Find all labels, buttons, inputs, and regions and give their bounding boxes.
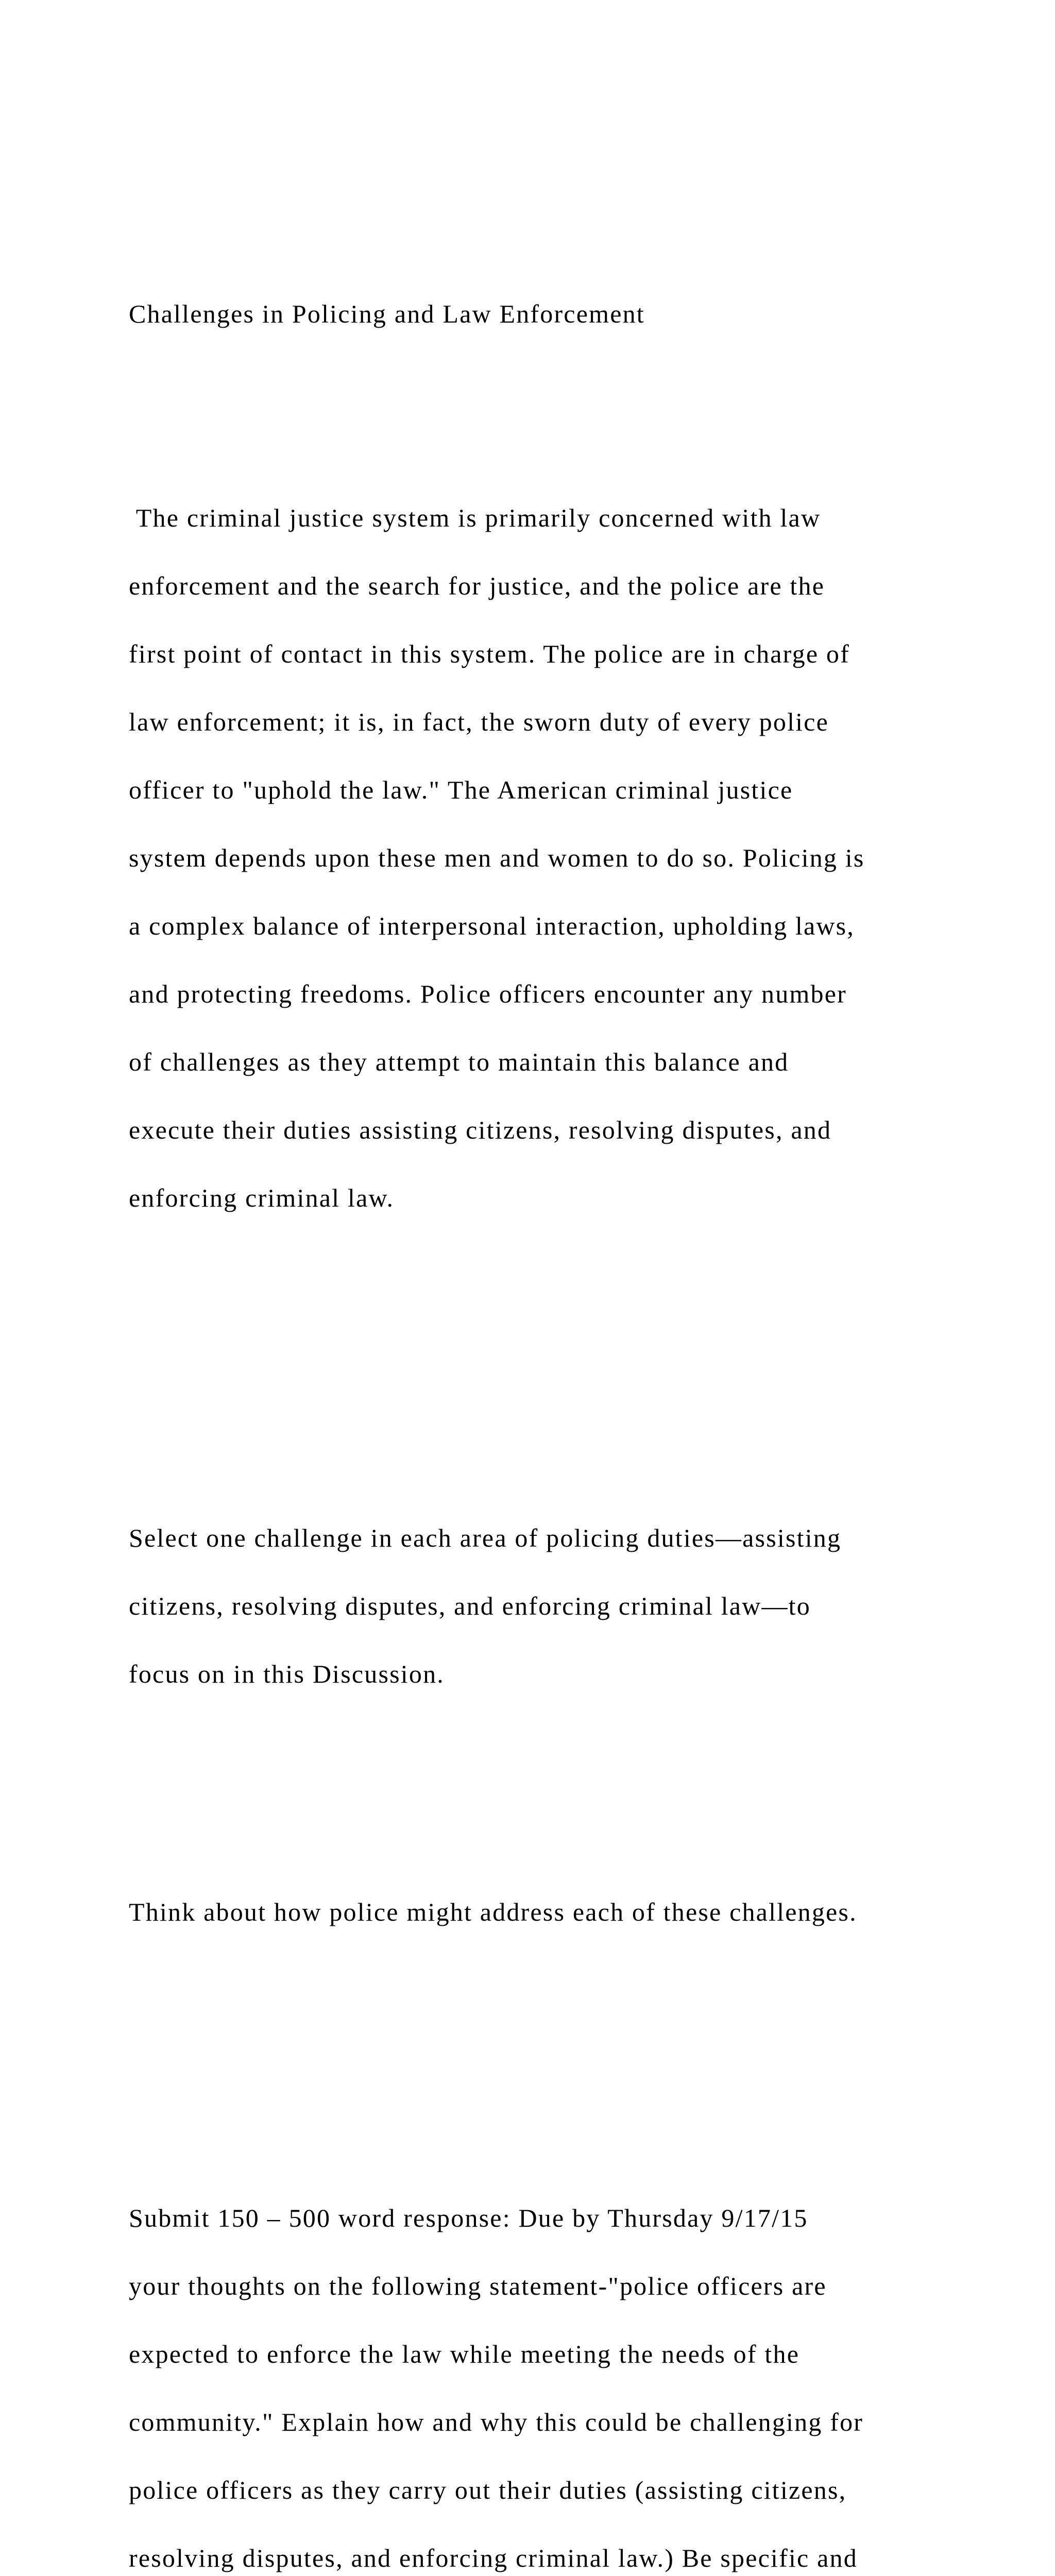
intro-line: officer to "uphold the law." The American criminal justice (129, 775, 793, 804)
submit-line: your thoughts on the following statement-"police officers are (129, 2272, 827, 2300)
intro-paragraph (129, 467, 1005, 1249)
intro-line: The criminal justice system is primarily concerned with law (129, 503, 821, 532)
intro-line: system depends upon these men and women to do so. Policing is (129, 843, 865, 872)
intro-line: enforcement and the search for justice, and the police are the (129, 571, 825, 600)
submit-line: community." Explain how and why this could be challenging for (129, 2408, 864, 2436)
intro-line: enforcing criminal law. (129, 1183, 395, 1212)
submit-paragraph (129, 2167, 1005, 2576)
select-line: focus on in this Discussion. (129, 1659, 445, 1688)
paragraph-gap (129, 1317, 1005, 1419)
submit-line: resolving disputes, and enforcing criminal law.) Be specific and (129, 2544, 858, 2572)
intro-line: a complex balance of interpersonal interaction, upholding laws, (129, 911, 855, 940)
intro-line: first point of contact in this system. The police are in charge of (129, 639, 850, 668)
think-paragraph: Think about how police might address each of these challenges. (129, 1897, 857, 1926)
select-line: Select one challenge in each area of policing duties—assisting (129, 1523, 842, 1552)
submit-line: Submit 150 – 500 word response: Due by Thursday 9/17/15 (129, 2204, 808, 2232)
paragraph-gap (129, 1997, 1005, 2099)
blank-line (129, 1793, 1005, 1827)
intro-line: of challenges as they attempt to maintain this balance and (129, 1047, 789, 1076)
blank-line (129, 365, 1005, 399)
document-title: Challenges in Policing and Law Enforcement (129, 299, 645, 328)
document-body (129, 263, 1005, 2576)
select-paragraph (129, 1487, 1005, 1725)
submit-line: expected to enforce the law while meeting the needs of the (129, 2340, 800, 2368)
submit-line: police officers as they carry out their duties (assisting citizens, (129, 2476, 847, 2504)
intro-line: execute their duties assisting citizens, resolving disputes, and (129, 1115, 832, 1144)
select-line: citizens, resolving disputes, and enforcing criminal law—to (129, 1591, 811, 1620)
intro-line: and protecting freedoms. Police officers encounter any number (129, 979, 847, 1008)
intro-line: law enforcement; it is, in fact, the sworn duty of every police (129, 707, 829, 736)
